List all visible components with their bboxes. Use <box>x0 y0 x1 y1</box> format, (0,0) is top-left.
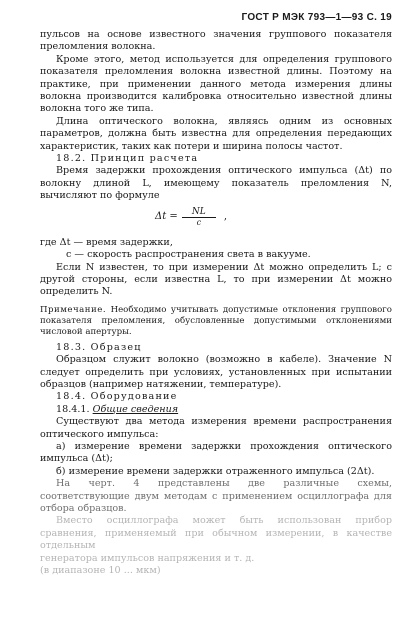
paragraph: генератора импульсов напряжения и т. д. <box>40 552 255 564</box>
formula-denominator: c <box>196 217 202 227</box>
paragraph: Длина оптического волокна, являясь одним из основных параметров, должна быть известна для определения передающих характеристик, таких как потери и ширина полосы частот. <box>40 115 392 152</box>
document-page <box>40 12 392 577</box>
list-item-b: б) измерение времени задержки отраженного импульса (2Δt). <box>56 465 375 477</box>
list-item-a: а) измерение времени задержки прохождения оптического импульса (Δt); <box>40 440 392 465</box>
definition-line: где Δt — время задержки, <box>40 236 173 248</box>
note-label: Примечание. <box>40 304 107 315</box>
subsection-heading-18-4-1 <box>40 404 392 416</box>
paragraph: Образцом служит волокно (возможно в кабеле). Значение N следует определить при условиях, установленных при испытании образцов (например натяжении, температуре). <box>40 354 392 390</box>
definition-line: c — скорость распространения света в вакууме. <box>66 249 311 261</box>
formula-comma: , <box>223 211 227 223</box>
section-heading-18-3: 18.3. Образец <box>56 341 142 353</box>
formula-fraction <box>182 207 216 227</box>
paragraph: Время задержки прохождения оптического импульса (Δt) по волокну длиной L, имеющему показатель преломления N, вычисляют по формуле <box>40 165 392 202</box>
formula-numerator: NL <box>191 206 206 217</box>
note-text: Необходимо учитывать допустимые отклонения группового показателя преломления, обусловленные допустимыми отклонениями числовой апертуры. <box>40 304 392 337</box>
paragraph: На черт. 4 представлены две различные схемы, соответствующие двум методам с применением осциллографа для отбора образцов. <box>40 478 392 514</box>
paragraph: пульсов на основе известного значения группового показателя преломления волокна. <box>40 29 392 53</box>
paragraph: Вместо осциллографа может быть использован прибор сравнения, применяемый при обычном измерении, в качестве отдельным <box>40 515 392 552</box>
paragraph: Существуют два метода измерения времени распространения оптического импульса: <box>40 416 392 440</box>
section-heading-18-4: 18.4. Оборудование <box>56 391 178 403</box>
paragraph: (в диапазоне 10 ... мкм) <box>40 565 161 577</box>
paragraph: Если N известен, то при измерении Δt можно определить L; с другой стороны, если известна L, то при измерении Δt можно определить N. <box>40 261 392 298</box>
subsection-title: Общие сведения <box>92 403 179 415</box>
page-header: ГОСТ Р МЭК 793—1—93 С. 19 <box>241 12 392 23</box>
paragraph: Кроме этого, метод используется для определения группового показателя преломления волокна известной длины. Поэтому на практике, при применении данного метода измерения длины волокна производится калибровка относительно известной длины волокна того же типа. <box>40 53 392 115</box>
subsection-number: 18.4.1. <box>56 403 90 415</box>
formula <box>40 203 392 237</box>
note <box>40 305 392 338</box>
section-heading-18-2: 18.2. Принцип расчета <box>56 153 199 165</box>
formula-lhs: Δt = <box>155 211 178 223</box>
